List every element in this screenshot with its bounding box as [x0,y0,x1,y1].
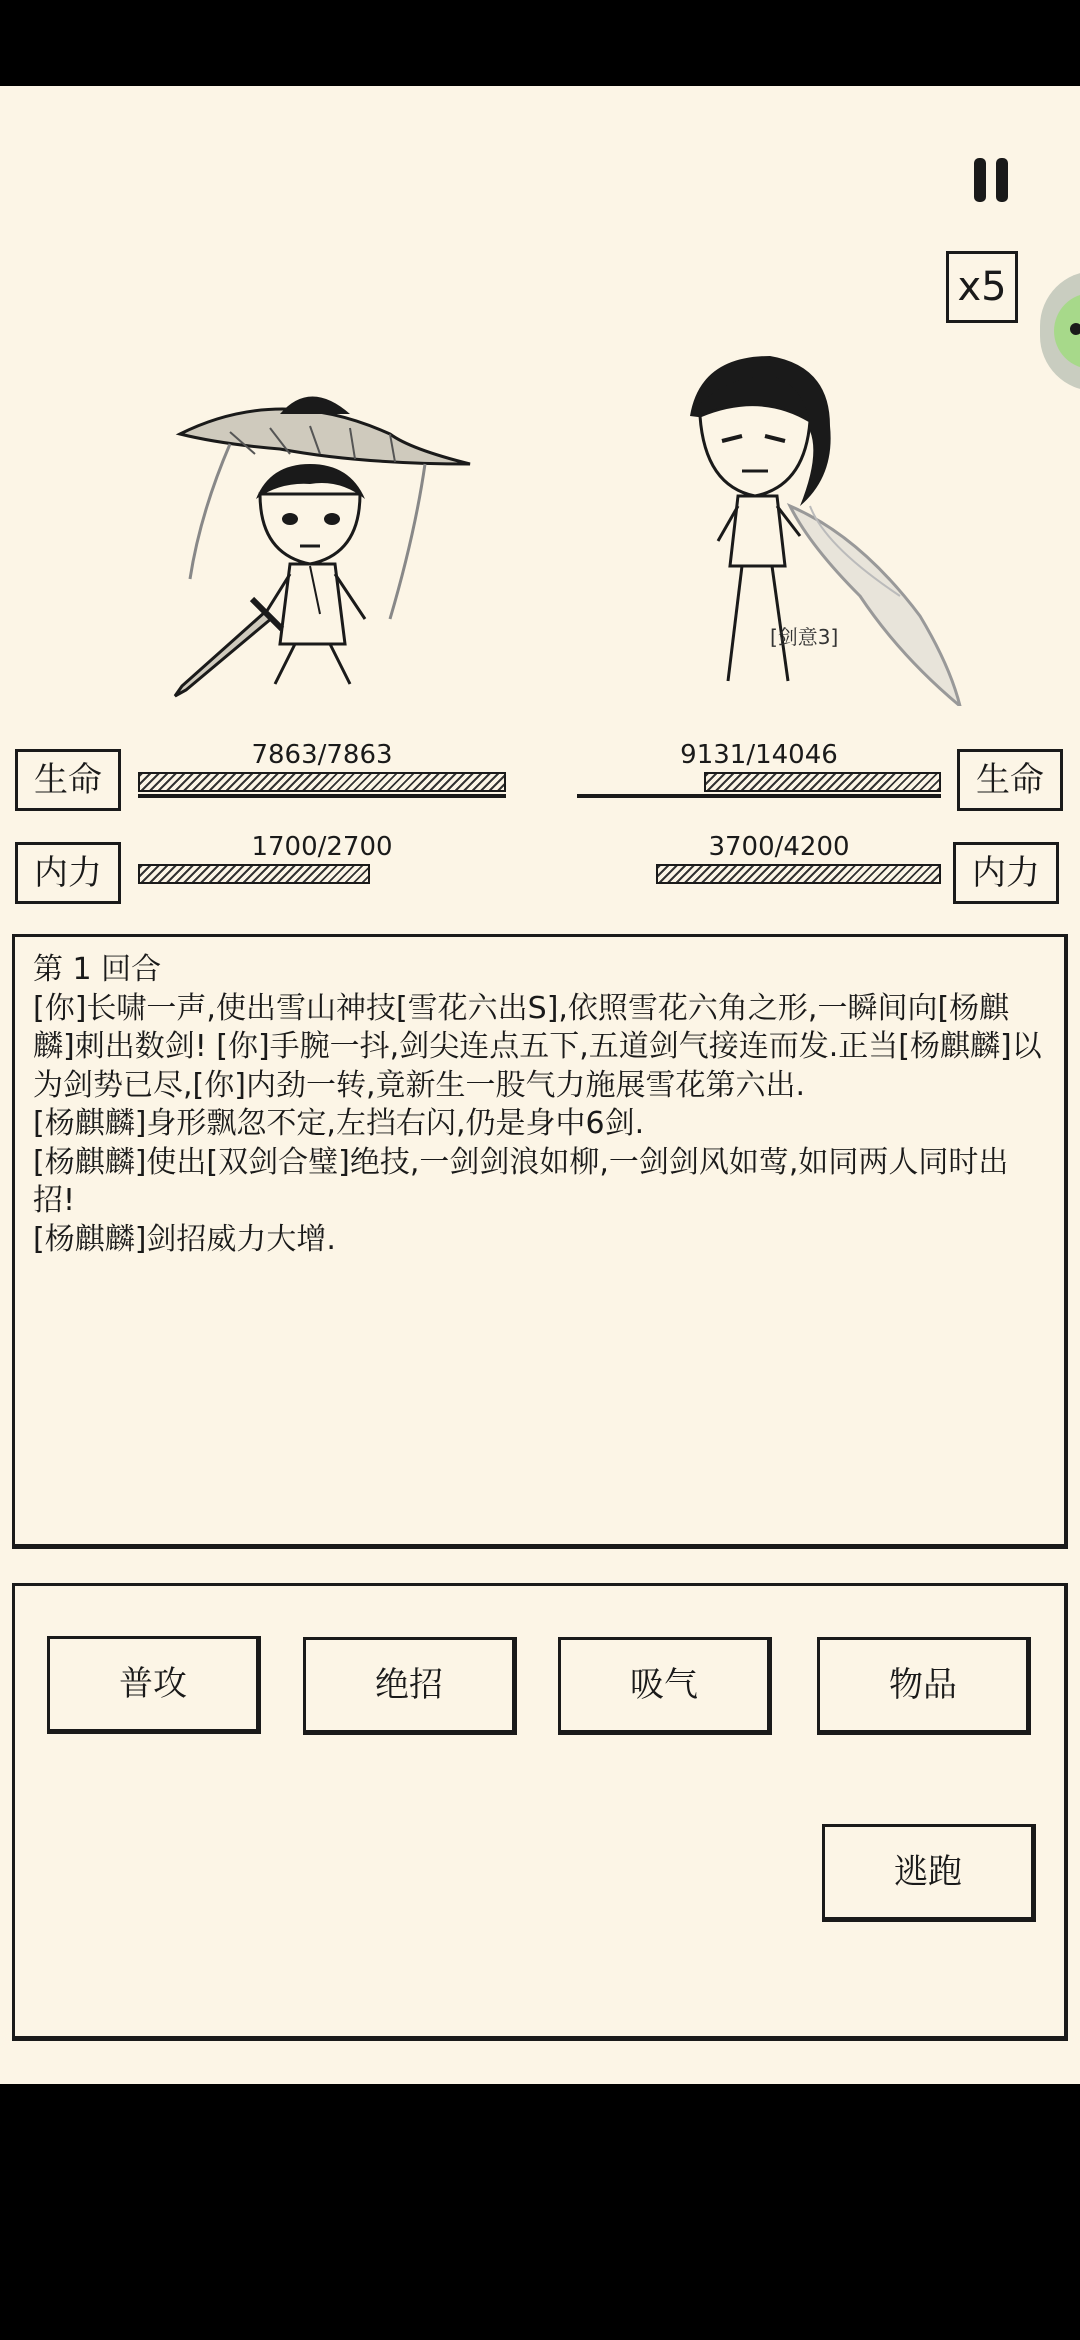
player-mp-label: 内力 [15,842,121,904]
battle-screen [0,86,1080,2084]
player-mp-bar [138,864,370,884]
log-line: [杨麒麟]使出[双剑合璧]绝技,一剑剑浪如柳,一剑剑风如莺,如同两人同时出招! [33,1144,1009,1218]
log-line: [杨麒麟]剑招威力大增. [33,1221,336,1257]
flee-button[interactable]: 逃跑 [822,1824,1036,1922]
enemy-mp-label: 内力 [953,842,1059,904]
speed-toggle-button[interactable]: x5 [946,251,1018,323]
breathe-button[interactable]: 吸气 [558,1637,772,1735]
attack-button[interactable]: 普攻 [47,1636,261,1734]
pause-icon[interactable] [970,158,1014,202]
player-hp-label: 生命 [15,749,121,811]
enemy-hp-bar [704,772,941,792]
skill-button[interactable]: 绝招 [303,1637,517,1735]
enemy-buff-label: [剑意3] [770,625,839,649]
mascot-icon[interactable] [1040,271,1080,391]
enemy-mp-bar [656,864,941,884]
player-hp-bar [138,772,506,792]
enemy-hp-bar-base [577,794,941,798]
items-button[interactable]: 物品 [817,1637,1031,1735]
player-hp-bar-base [138,794,506,798]
player-mp-value: 1700/2700 [251,832,393,862]
enemy-character [660,336,980,706]
enemy-hp-value: 9131/14046 [680,740,838,770]
log-line: [你]长啸一声,使出雪山神技[雪花六出S],依照雪花六角之形,一瞬间向[杨麒麟]刺出数剑! [你]手腕一抖,剑尖连点五下,五道剑气接连而发.正当[杨麒麟]以为剑势已尽,[你]内劲一转,竟新生一股气力施展雪花第六出. [33,990,1042,1103]
enemy-mp-value: 3700/4200 [708,832,850,862]
battle-log[interactable] [12,934,1068,1549]
log-line: 第 1 回合 [33,952,162,987]
player-character [160,314,490,714]
player-hp-value: 7863/7863 [251,740,393,770]
log-line: [杨麒麟]身形飘忽不定,左挡右闪,仍是身中6剑. [33,1106,645,1141]
enemy-hp-label: 生命 [957,749,1063,811]
